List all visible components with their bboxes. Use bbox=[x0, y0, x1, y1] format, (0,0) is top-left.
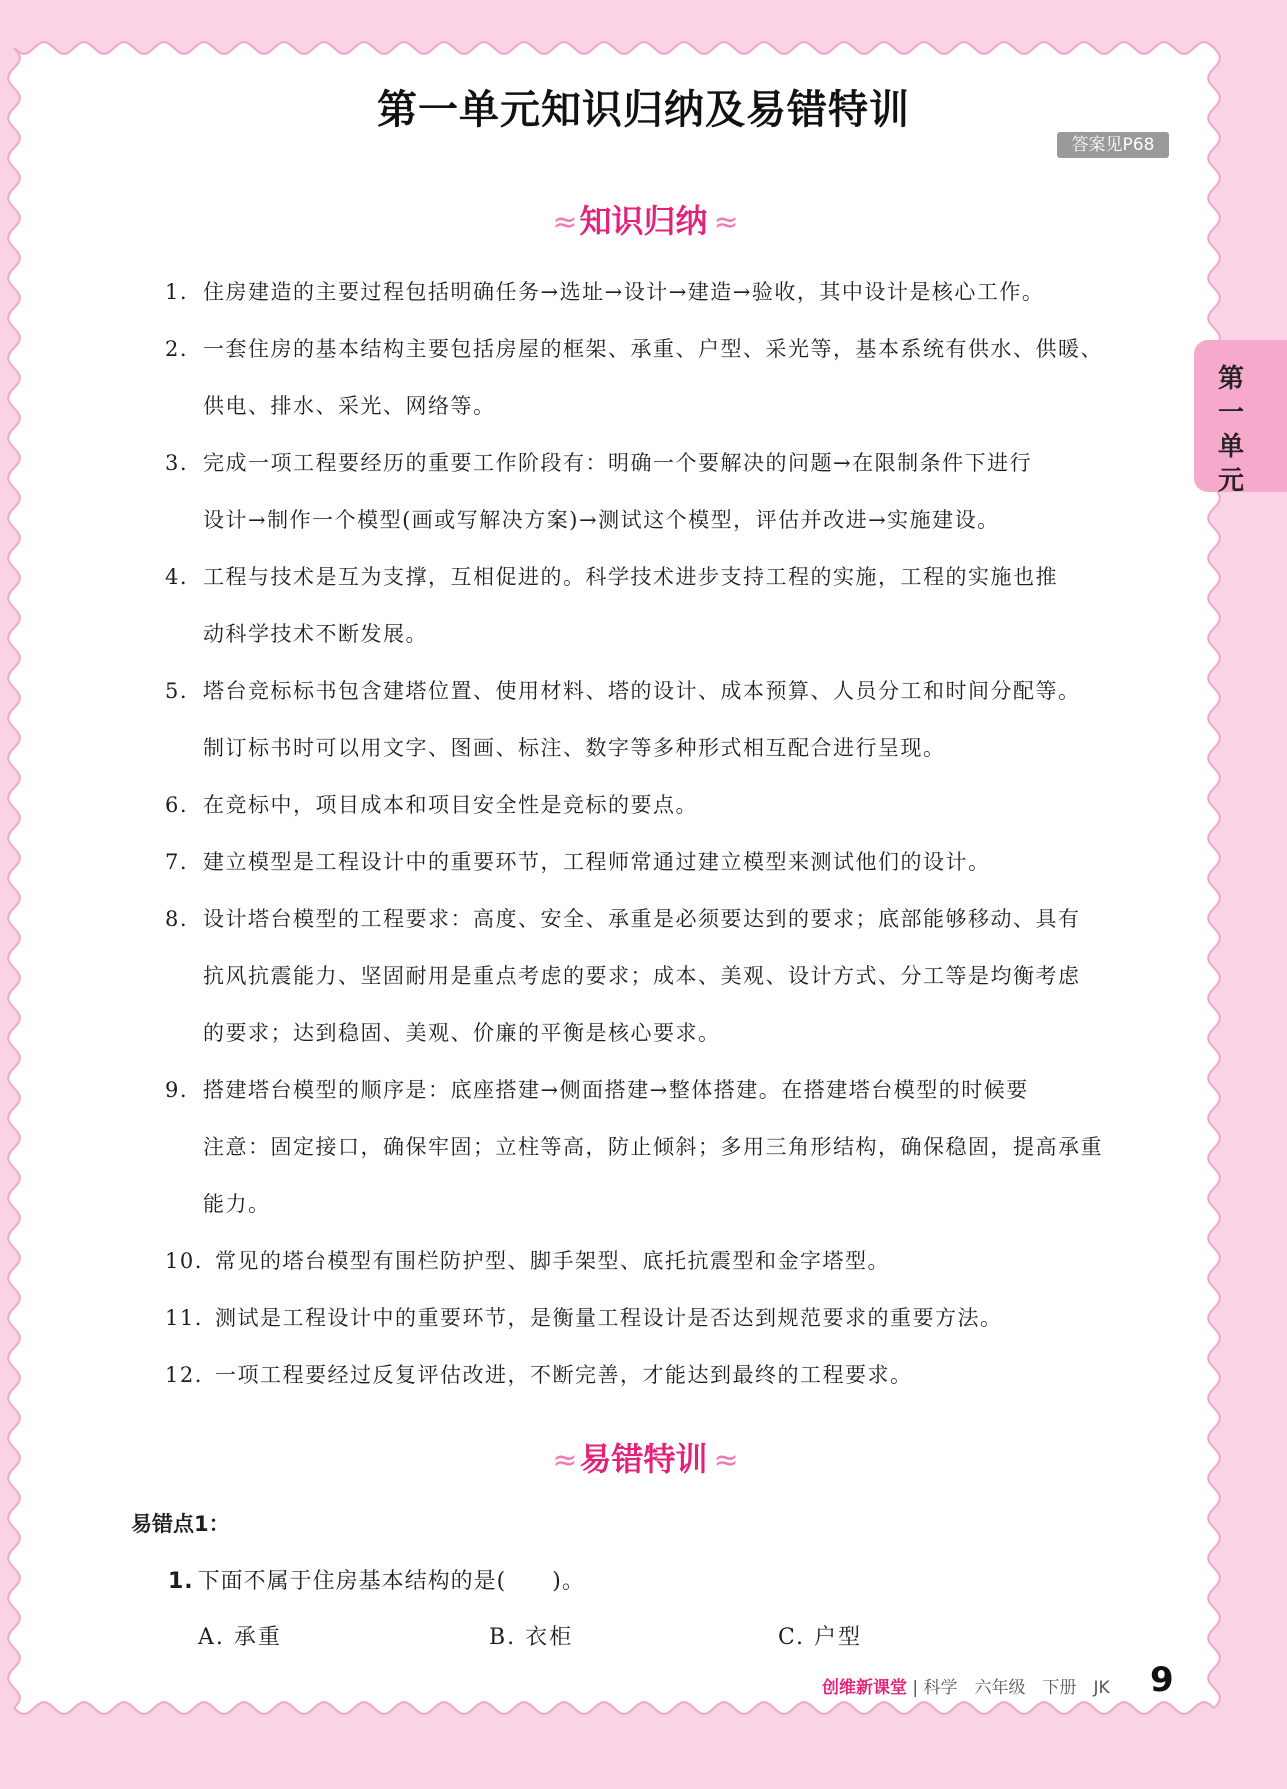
item-text: 设计→制作一个模型(画或写解决方案)→测试这个模型，评估并改进→实施建设。 bbox=[203, 508, 1000, 532]
knowledge-item-line bbox=[165, 1005, 1175, 1062]
item-text: 塔台竞标标书包含建塔位置、使用材料、塔的设计、成本预算、人员分工和时间分配等。 bbox=[203, 679, 1081, 703]
item-text: 制订标书时可以用文字、图画、标注、数字等多种形式相互配合进行呈现。 bbox=[203, 736, 946, 760]
item-number: 6. bbox=[165, 793, 189, 817]
item-number: 11. bbox=[165, 1306, 203, 1330]
item-number: 3. bbox=[165, 451, 189, 475]
footer-book-info: | 科学 六年级 下册 JK bbox=[912, 1678, 1110, 1698]
page-number: 9 bbox=[1150, 1660, 1174, 1700]
item-text: 能力。 bbox=[203, 1192, 271, 1216]
footer-info bbox=[822, 1673, 1110, 1698]
item-text: 设计塔台模型的工程要求：高度、安全、承重是必须要达到的要求；底部能够移动、具有 bbox=[203, 907, 1081, 931]
item-text: 抗风抗震能力、坚固耐用是重点考虑的要求；成本、美观、设计方式、分工等是均衡考虑 bbox=[203, 964, 1081, 988]
item-text: 供电、排水、采光、网络等。 bbox=[203, 394, 496, 418]
item-number bbox=[165, 606, 203, 663]
section-heading-knowledge-label: 知识归纳 bbox=[579, 202, 708, 240]
option-a: A. 承重 bbox=[198, 1625, 282, 1650]
item-text: 搭建塔台模型的顺序是：底座搭建→侧面搭建→整体搭建。在搭建塔台模型的时候要 bbox=[203, 1078, 1029, 1102]
question-number: 1. bbox=[168, 1569, 194, 1594]
knowledge-item-line bbox=[165, 1347, 1175, 1404]
section-heading-errors bbox=[0, 1434, 1287, 1480]
knowledge-item-line bbox=[165, 891, 1175, 948]
item-text: 工程与技术是互为支撑，互相促进的。科学技术进步支持工程的实施，工程的实施也推 bbox=[203, 565, 1058, 589]
wave-ornament-icon: ≈ bbox=[713, 205, 735, 240]
item-text: 一项工程要经过反复评估改进，不断完善，才能达到最终的工程要求。 bbox=[215, 1363, 913, 1387]
knowledge-item-line bbox=[165, 948, 1175, 1005]
item-number bbox=[165, 720, 203, 777]
item-text: 测试是工程设计中的重要环节，是衡量工程设计是否达到规范要求的重要方法。 bbox=[215, 1306, 1003, 1330]
knowledge-item-line bbox=[165, 834, 1175, 891]
item-number bbox=[165, 492, 203, 549]
knowledge-item-line bbox=[165, 1119, 1175, 1176]
item-number: 4. bbox=[165, 565, 189, 589]
unit-side-tab bbox=[1194, 340, 1287, 496]
answer-reference-tag: 答案见P68 bbox=[1057, 132, 1169, 158]
item-text: 的要求；达到稳固、美观、价廉的平衡是核心要求。 bbox=[203, 1021, 721, 1045]
knowledge-item-line bbox=[165, 378, 1175, 435]
knowledge-item-line bbox=[165, 777, 1175, 834]
section-heading-knowledge bbox=[0, 196, 1287, 242]
wave-ornament-icon: ≈ bbox=[552, 1443, 574, 1478]
wave-ornament-icon: ≈ bbox=[552, 205, 574, 240]
knowledge-item-line bbox=[165, 264, 1175, 321]
knowledge-item-line bbox=[165, 435, 1175, 492]
item-number: 12. bbox=[165, 1363, 203, 1387]
knowledge-item-line bbox=[165, 663, 1175, 720]
item-text: 建立模型是工程设计中的重要环节，工程师常通过建立模型来测试他们的设计。 bbox=[203, 850, 991, 874]
item-number: 8. bbox=[165, 907, 189, 931]
item-number: 10. bbox=[165, 1249, 203, 1273]
knowledge-list bbox=[165, 264, 1175, 1404]
knowledge-item-line bbox=[165, 720, 1175, 777]
item-text: 动科学技术不断发展。 bbox=[203, 622, 428, 646]
item-number bbox=[165, 948, 203, 1005]
item-text: 完成一项工程要经历的重要工作阶段有：明确一个要解决的问题→在限制条件下进行 bbox=[203, 451, 1033, 475]
page-title: 第一单元知识归纳及易错特训 bbox=[377, 87, 910, 133]
item-number: 5. bbox=[165, 679, 189, 703]
knowledge-item-line bbox=[165, 1062, 1175, 1119]
item-number: 9. bbox=[165, 1078, 189, 1102]
knowledge-item-line bbox=[165, 1233, 1175, 1290]
item-number bbox=[165, 378, 203, 435]
knowledge-item-line bbox=[165, 606, 1175, 663]
option-b: B. 衣柜 bbox=[489, 1625, 574, 1650]
item-text: 注意：固定接口，确保牢固；立柱等高，防止倾斜；多用三角形结构，确保稳固，提高承重 bbox=[203, 1135, 1103, 1159]
item-text: 住房建造的主要过程包括明确任务→选址→设计→建造→验收，其中设计是核心工作。 bbox=[203, 280, 1045, 304]
item-number: 1. bbox=[165, 280, 189, 304]
section-heading-errors-label: 易错特训 bbox=[579, 1440, 708, 1478]
knowledge-item-line bbox=[165, 1176, 1175, 1233]
question-text: 下面不属于住房基本结构的是( )。 bbox=[197, 1569, 585, 1594]
item-number bbox=[165, 1119, 203, 1176]
knowledge-item-line bbox=[165, 321, 1175, 378]
question-1 bbox=[168, 1564, 585, 1595]
option-c: C. 户型 bbox=[778, 1625, 863, 1650]
item-text: 常见的塔台模型有围栏防护型、脚手架型、底托抗震型和金字塔型。 bbox=[215, 1249, 890, 1273]
knowledge-item-line bbox=[165, 549, 1175, 606]
wave-ornament-icon: ≈ bbox=[713, 1443, 735, 1478]
item-text: 一套住房的基本结构主要包括房屋的框架、承重、户型、采光等，基本系统有供水、供暖、 bbox=[203, 337, 1103, 361]
item-number bbox=[165, 1176, 203, 1233]
item-text: 在竞标中，项目成本和项目安全性是竞标的要点。 bbox=[203, 793, 698, 817]
error-point-label: 易错点1： bbox=[131, 1512, 230, 1536]
footer-brand: 创维新课堂 bbox=[822, 1678, 907, 1698]
knowledge-item-line bbox=[165, 1290, 1175, 1347]
knowledge-item-line bbox=[165, 492, 1175, 549]
item-number bbox=[165, 1005, 203, 1062]
item-number: 2. bbox=[165, 337, 189, 361]
unit-side-tab-label: 第一单元 bbox=[1217, 364, 1244, 496]
item-number: 7. bbox=[165, 850, 189, 874]
